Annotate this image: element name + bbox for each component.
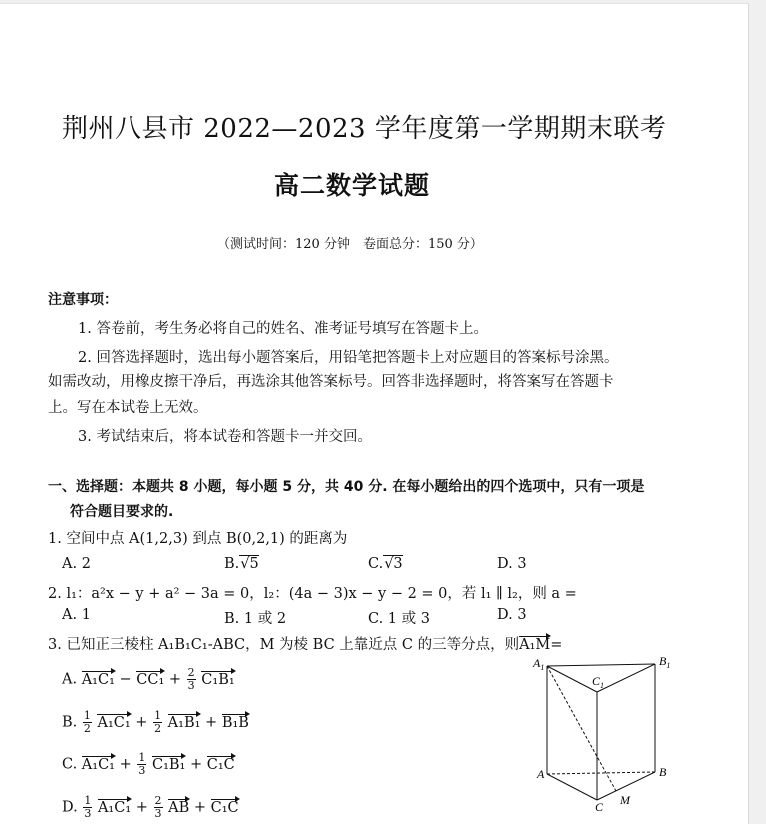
edge-ab bbox=[547, 772, 655, 774]
label-b1: $B_1$ bbox=[659, 654, 671, 670]
q2-option-c: C. 1 或 3 bbox=[368, 611, 430, 627]
notice-heading: 注意事项： bbox=[48, 292, 118, 308]
label-a: A bbox=[537, 767, 545, 781]
q2-stem: 2. l₁：a²x − y + a² − 3a = 0，l₂：(4a − 3)x − y − 2 = 0，若 l₁ ∥ l₂，则 a = bbox=[48, 586, 577, 602]
q1-option-b: B.√5 bbox=[224, 556, 259, 572]
prism-figure bbox=[525, 652, 685, 812]
edge-c1b1 bbox=[597, 664, 655, 692]
q2-option-a: A. 1 bbox=[62, 607, 91, 623]
label-a1: $A_1$ bbox=[533, 656, 545, 672]
q3-option-a: A. A₁C₁ − CC₁ + $\frac{2}{3}$ C₁B₁ bbox=[62, 666, 235, 692]
q1-option-a: A. 2 bbox=[62, 556, 91, 572]
exam-title: 荆州八县市 2022—2023 学年度第一学期期末联考 bbox=[62, 114, 667, 144]
exam-page bbox=[0, 3, 749, 824]
notice-item-2-line2: 如需改动，用橡皮擦干净后，再选涂其他答案标号。回答非选择题时，将答案写在答题卡 bbox=[48, 374, 614, 390]
segment-a1m bbox=[547, 666, 616, 791]
edge-ac bbox=[547, 774, 597, 800]
label-m: M bbox=[620, 793, 630, 807]
notice-item-3: 3. 考试结束后，将本试卷和答题卡一并交回。 bbox=[78, 429, 372, 445]
q1-option-d: D. 3 bbox=[497, 556, 527, 572]
exam-subtitle: 高二数学试题 bbox=[274, 171, 431, 200]
notice-item-2-line3: 上。写在本试卷上无效。 bbox=[48, 400, 208, 416]
label-c: C bbox=[595, 800, 604, 812]
exam-info: （测试时间：120 分钟 卷面总分：150 分） bbox=[217, 237, 483, 252]
q3-option-d: D. $\frac{1}{3}$ A₁C₁ + $\frac{2}{3}$ AB + C₁C bbox=[62, 794, 239, 820]
q2-option-b: B. 1 或 2 bbox=[224, 611, 287, 627]
q3-option-c: C. A₁C₁ + $\frac{1}{3}$ C₁B₁ + C₁C bbox=[62, 751, 235, 777]
label-c1: $C_1$ bbox=[592, 674, 605, 690]
q2-option-d: D. 3 bbox=[497, 607, 527, 623]
section-1-heading-cont: 符合题目要求的. bbox=[70, 504, 174, 520]
q1-option-c: C.√3 bbox=[368, 556, 403, 572]
q3-option-b: B. $\frac{1}{2}$ A₁C₁ + $\frac{1}{2}$ A₁B₁ + B₁B bbox=[62, 709, 249, 735]
q1-stem: 1. 空间中点 A(1,2,3) 到点 B(0,2,1) 的距离为 bbox=[48, 531, 348, 547]
notice-item-2-line1: 2. 回答选择题时，选出每小题答案后，用铅笔把答题卡上对应题目的答案标号涂黑。 bbox=[78, 350, 619, 366]
q3-stem: 3. 已知正三棱柱 A₁B₁C₁-ABC，M 为棱 BC 上靠近点 C 的三等分点，则A₁M= bbox=[48, 637, 563, 653]
section-1-heading: 一、选择题：本题共 8 小题，每小题 5 分，共 40 分. 在每小题给出的四个选项中，只有一项是 bbox=[48, 479, 645, 495]
edge-a1b1 bbox=[547, 664, 655, 666]
label-b: B bbox=[659, 765, 667, 779]
notice-item-1: 1. 答卷前，考生务必将自己的姓名、准考证号填写在答题卡上。 bbox=[78, 321, 488, 337]
